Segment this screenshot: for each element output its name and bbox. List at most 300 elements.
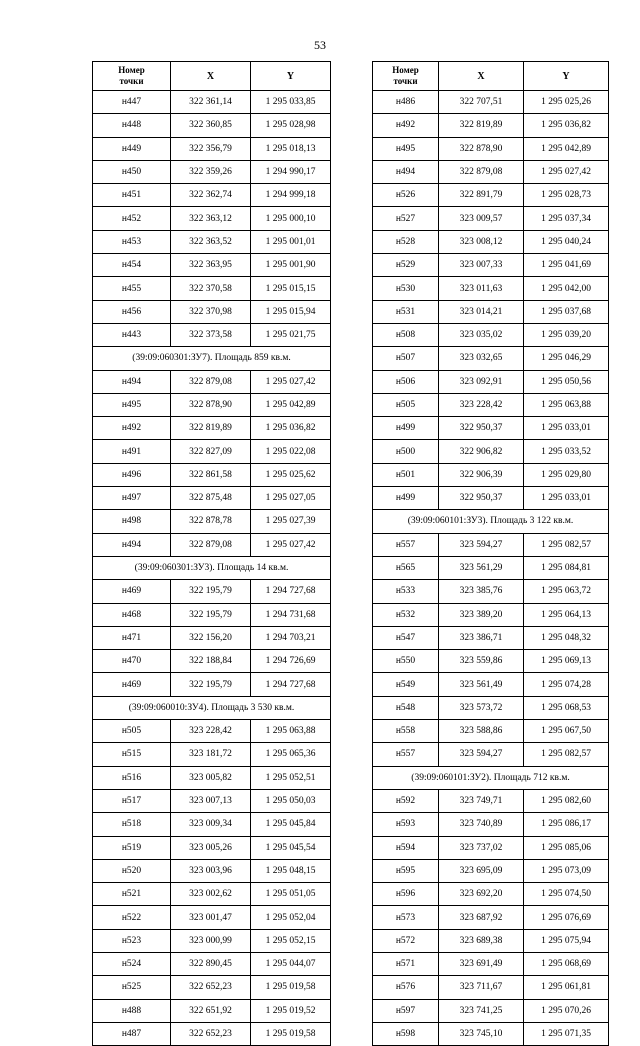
table-row	[93, 906, 331, 929]
y-coordinate-cell: 1 295 019,58	[251, 976, 331, 999]
x-coordinate-cell: 322 879,08	[171, 370, 251, 393]
x-coordinate-cell: 322 195,79	[171, 673, 251, 696]
point-number-cell: н469	[93, 580, 171, 603]
table-row	[93, 114, 331, 137]
point-number-cell: н449	[93, 137, 171, 160]
table-row	[93, 976, 331, 999]
point-number-cell: н468	[93, 603, 171, 626]
table-row	[373, 160, 609, 183]
x-coordinate-cell: 323 228,42	[439, 393, 524, 416]
x-coordinate-cell: 323 695,09	[439, 859, 524, 882]
table-row	[373, 626, 609, 649]
y-coordinate-cell: 1 295 074,50	[524, 883, 609, 906]
y-coordinate-cell: 1 295 001,90	[251, 254, 331, 277]
y-coordinate-cell: 1 295 033,01	[524, 487, 609, 510]
y-coordinate-cell: 1 295 027,42	[251, 370, 331, 393]
table-row	[373, 556, 609, 579]
point-number-cell: н520	[93, 859, 171, 882]
table-row	[93, 1022, 331, 1045]
point-number-cell: н531	[373, 300, 439, 323]
table-row	[93, 184, 331, 207]
x-coordinate-cell: 322 652,23	[171, 976, 251, 999]
x-coordinate-cell: 322 906,82	[439, 440, 524, 463]
table-row	[93, 160, 331, 183]
x-coordinate-cell: 322 950,37	[439, 417, 524, 440]
x-coordinate-cell: 322 356,79	[171, 137, 251, 160]
point-number-cell: н499	[373, 417, 439, 440]
point-number-cell: н547	[373, 626, 439, 649]
y-coordinate-cell: 1 295 039,20	[524, 323, 609, 346]
point-number-cell: н495	[93, 393, 171, 416]
y-coordinate-cell: 1 295 052,04	[251, 906, 331, 929]
point-number-cell: н573	[373, 906, 439, 929]
table-row	[373, 323, 609, 346]
point-number-cell: н565	[373, 556, 439, 579]
x-coordinate-cell: 323 561,29	[439, 556, 524, 579]
point-number-cell: н557	[373, 743, 439, 766]
table-row	[373, 440, 609, 463]
table-row	[93, 813, 331, 836]
point-number-cell: н492	[93, 417, 171, 440]
table-row	[373, 91, 609, 114]
y-coordinate-cell: 1 294 726,69	[251, 650, 331, 673]
y-coordinate-cell: 1 295 082,57	[524, 533, 609, 556]
table-row	[373, 230, 609, 253]
y-coordinate-cell: 1 295 068,53	[524, 696, 609, 719]
table-row	[93, 743, 331, 766]
point-number-cell: н517	[93, 789, 171, 812]
x-coordinate-cell: 323 692,20	[439, 883, 524, 906]
point-number-cell: н453	[93, 230, 171, 253]
y-coordinate-cell: 1 295 063,88	[251, 720, 331, 743]
x-coordinate-cell: 323 005,26	[171, 836, 251, 859]
table-row	[93, 417, 331, 440]
point-number-cell: н572	[373, 929, 439, 952]
point-number-cell: н597	[373, 999, 439, 1022]
y-coordinate-cell: 1 295 076,69	[524, 906, 609, 929]
table-row	[93, 650, 331, 673]
y-coordinate-cell: 1 295 041,69	[524, 254, 609, 277]
point-number-cell: н500	[373, 440, 439, 463]
table-row	[93, 580, 331, 603]
point-number-cell: н596	[373, 883, 439, 906]
x-coordinate-cell: 322 359,26	[171, 160, 251, 183]
table-row	[93, 393, 331, 416]
y-coordinate-cell: 1 295 042,00	[524, 277, 609, 300]
point-number-cell: н526	[373, 184, 439, 207]
table-row	[93, 137, 331, 160]
table-row	[373, 254, 609, 277]
coordinates-table-right	[372, 61, 609, 1046]
point-number-cell: н558	[373, 720, 439, 743]
table-row	[373, 137, 609, 160]
point-number-cell: н525	[93, 976, 171, 999]
point-number-cell: н492	[373, 114, 439, 137]
x-coordinate-cell: 323 002,62	[171, 883, 251, 906]
table-row	[373, 184, 609, 207]
point-number-cell: н505	[373, 393, 439, 416]
y-coordinate-cell: 1 295 046,29	[524, 347, 609, 370]
point-number-cell: н529	[373, 254, 439, 277]
x-coordinate-cell: 323 386,71	[439, 626, 524, 649]
x-coordinate-cell: 323 032,65	[439, 347, 524, 370]
section-row	[373, 510, 609, 533]
x-coordinate-cell: 322 651,92	[171, 999, 251, 1022]
y-coordinate-cell: 1 295 070,26	[524, 999, 609, 1022]
point-number-cell: н455	[93, 277, 171, 300]
y-coordinate-cell: 1 295 086,17	[524, 813, 609, 836]
table-row	[93, 323, 331, 346]
point-number-cell: н443	[93, 323, 171, 346]
table-row	[93, 859, 331, 882]
table-row	[373, 836, 609, 859]
y-coordinate-cell: 1 295 037,34	[524, 207, 609, 230]
table-row	[93, 230, 331, 253]
x-coordinate-cell: 323 740,89	[439, 813, 524, 836]
y-coordinate-cell: 1 295 063,88	[524, 393, 609, 416]
x-coordinate-cell: 322 363,52	[171, 230, 251, 253]
y-coordinate-cell: 1 295 000,10	[251, 207, 331, 230]
y-coordinate-cell: 1 295 029,80	[524, 463, 609, 486]
point-number-cell: н487	[93, 1022, 171, 1045]
section-row	[93, 556, 331, 579]
point-number-cell: н471	[93, 626, 171, 649]
x-coordinate-cell: 323 007,33	[439, 254, 524, 277]
y-coordinate-cell: 1 295 068,69	[524, 952, 609, 975]
point-number-cell: н447	[93, 91, 171, 114]
point-number-cell: н576	[373, 976, 439, 999]
y-coordinate-cell: 1 295 037,68	[524, 300, 609, 323]
y-coordinate-cell: 1 295 052,51	[251, 766, 331, 789]
x-coordinate-cell: 323 228,42	[171, 720, 251, 743]
y-coordinate-cell: 1 295 044,07	[251, 952, 331, 975]
x-coordinate-cell: 323 594,27	[439, 743, 524, 766]
y-coordinate-cell: 1 294 999,18	[251, 184, 331, 207]
y-coordinate-cell: 1 295 022,08	[251, 440, 331, 463]
y-coordinate-cell: 1 295 027,42	[251, 533, 331, 556]
y-coordinate-cell: 1 295 048,32	[524, 626, 609, 649]
table-row	[373, 673, 609, 696]
point-number-cell: н470	[93, 650, 171, 673]
y-coordinate-cell: 1 295 061,81	[524, 976, 609, 999]
x-coordinate-cell: 323 573,72	[439, 696, 524, 719]
point-number-cell: н491	[93, 440, 171, 463]
point-number-cell: н488	[93, 999, 171, 1022]
header-x: X	[439, 62, 524, 91]
x-coordinate-cell: 322 363,95	[171, 254, 251, 277]
table-row	[373, 347, 609, 370]
point-number-cell: н494	[93, 533, 171, 556]
table-row	[373, 650, 609, 673]
table-row	[373, 580, 609, 603]
table-row	[93, 91, 331, 114]
table-row	[93, 952, 331, 975]
x-coordinate-cell: 323 559,86	[439, 650, 524, 673]
point-number-cell: н507	[373, 347, 439, 370]
table-row	[93, 254, 331, 277]
header-x: X	[171, 62, 251, 91]
point-number-cell: н448	[93, 114, 171, 137]
x-coordinate-cell: 323 009,34	[171, 813, 251, 836]
table-row	[373, 1022, 609, 1045]
x-coordinate-cell: 322 373,58	[171, 323, 251, 346]
table-row	[373, 859, 609, 882]
x-coordinate-cell: 323 014,21	[439, 300, 524, 323]
table-row	[373, 952, 609, 975]
point-number-cell: н494	[373, 160, 439, 183]
x-coordinate-cell: 322 891,79	[439, 184, 524, 207]
y-coordinate-cell: 1 295 065,36	[251, 743, 331, 766]
table-row	[373, 696, 609, 719]
x-coordinate-cell: 322 819,89	[439, 114, 524, 137]
x-coordinate-cell: 322 878,90	[171, 393, 251, 416]
point-number-cell: н508	[373, 323, 439, 346]
x-coordinate-cell: 322 363,12	[171, 207, 251, 230]
x-coordinate-cell: 323 691,49	[439, 952, 524, 975]
y-coordinate-cell: 1 295 042,89	[524, 137, 609, 160]
point-number-cell: н530	[373, 277, 439, 300]
point-number-cell: н456	[93, 300, 171, 323]
y-coordinate-cell: 1 295 069,13	[524, 650, 609, 673]
y-coordinate-cell: 1 295 045,54	[251, 836, 331, 859]
point-number-cell: н522	[93, 906, 171, 929]
point-number-cell: н519	[93, 836, 171, 859]
y-coordinate-cell: 1 295 042,89	[251, 393, 331, 416]
table-row	[93, 510, 331, 533]
table-row	[373, 789, 609, 812]
x-coordinate-cell: 322 950,37	[439, 487, 524, 510]
y-coordinate-cell: 1 295 075,94	[524, 929, 609, 952]
y-coordinate-cell: 1 295 045,84	[251, 813, 331, 836]
point-number-cell: н497	[93, 487, 171, 510]
point-number-cell: н548	[373, 696, 439, 719]
x-coordinate-cell: 323 007,13	[171, 789, 251, 812]
x-coordinate-cell: 323 711,67	[439, 976, 524, 999]
coordinates-table-left	[92, 61, 331, 1046]
point-number-cell: н506	[373, 370, 439, 393]
x-coordinate-cell: 323 035,02	[439, 323, 524, 346]
y-coordinate-cell: 1 295 084,81	[524, 556, 609, 579]
header-point-number: Номер точки	[373, 62, 439, 91]
x-coordinate-cell: 323 594,27	[439, 533, 524, 556]
x-coordinate-cell: 323 749,71	[439, 789, 524, 812]
y-coordinate-cell: 1 295 073,09	[524, 859, 609, 882]
table-row	[93, 626, 331, 649]
point-number-cell: н528	[373, 230, 439, 253]
table-row	[373, 813, 609, 836]
point-number-cell: н593	[373, 813, 439, 836]
table-row	[93, 929, 331, 952]
point-number-cell: н516	[93, 766, 171, 789]
point-number-cell: н486	[373, 91, 439, 114]
x-coordinate-cell: 322 879,08	[171, 533, 251, 556]
header-y: Y	[524, 62, 609, 91]
section-title: (39:09:060101:ЗУ3). Площадь 3 122 кв.м.	[373, 510, 609, 533]
y-coordinate-cell: 1 295 025,26	[524, 91, 609, 114]
y-coordinate-cell: 1 295 033,85	[251, 91, 331, 114]
x-coordinate-cell: 323 011,63	[439, 277, 524, 300]
point-number-cell: н595	[373, 859, 439, 882]
table-row	[373, 720, 609, 743]
y-coordinate-cell: 1 295 001,01	[251, 230, 331, 253]
x-coordinate-cell: 322 707,51	[439, 91, 524, 114]
point-number-cell: н527	[373, 207, 439, 230]
x-coordinate-cell: 323 003,96	[171, 859, 251, 882]
y-coordinate-cell: 1 295 019,52	[251, 999, 331, 1022]
x-coordinate-cell: 322 890,45	[171, 952, 251, 975]
table-header-row	[373, 62, 609, 91]
header-y: Y	[251, 62, 331, 91]
section-title: (39:09:060101:ЗУ2). Площадь 712 кв.м.	[373, 766, 609, 789]
page-number: 53	[314, 38, 326, 52]
x-coordinate-cell: 322 195,79	[171, 603, 251, 626]
table-row	[373, 487, 609, 510]
point-number-cell: н598	[373, 1022, 439, 1045]
table-row	[93, 836, 331, 859]
table-row	[373, 906, 609, 929]
x-coordinate-cell: 322 195,79	[171, 580, 251, 603]
y-coordinate-cell: 1 295 036,82	[524, 114, 609, 137]
table-row	[373, 300, 609, 323]
section-row	[93, 696, 331, 719]
point-number-cell: н496	[93, 463, 171, 486]
y-coordinate-cell: 1 295 071,35	[524, 1022, 609, 1045]
table-row	[93, 883, 331, 906]
x-coordinate-cell: 323 737,02	[439, 836, 524, 859]
x-coordinate-cell: 322 906,39	[439, 463, 524, 486]
y-coordinate-cell: 1 295 082,57	[524, 743, 609, 766]
y-coordinate-cell: 1 295 028,98	[251, 114, 331, 137]
y-coordinate-cell: 1 294 731,68	[251, 603, 331, 626]
x-coordinate-cell: 322 370,58	[171, 277, 251, 300]
y-coordinate-cell: 1 295 074,28	[524, 673, 609, 696]
table-row	[93, 789, 331, 812]
x-coordinate-cell: 323 687,92	[439, 906, 524, 929]
point-number-cell: н494	[93, 370, 171, 393]
y-coordinate-cell: 1 295 050,03	[251, 789, 331, 812]
table-row	[93, 463, 331, 486]
table-row	[93, 720, 331, 743]
y-coordinate-cell: 1 295 082,60	[524, 789, 609, 812]
point-number-cell: н524	[93, 952, 171, 975]
x-coordinate-cell: 323 008,12	[439, 230, 524, 253]
table-row	[373, 533, 609, 556]
y-coordinate-cell: 1 295 033,01	[524, 417, 609, 440]
y-coordinate-cell: 1 295 064,13	[524, 603, 609, 626]
table-row	[93, 277, 331, 300]
x-coordinate-cell: 322 156,20	[171, 626, 251, 649]
y-coordinate-cell: 1 295 040,24	[524, 230, 609, 253]
point-number-cell: н450	[93, 160, 171, 183]
table-row	[93, 207, 331, 230]
x-coordinate-cell: 322 861,58	[171, 463, 251, 486]
point-number-cell: н499	[373, 487, 439, 510]
point-number-cell: н521	[93, 883, 171, 906]
x-coordinate-cell: 323 000,99	[171, 929, 251, 952]
y-coordinate-cell: 1 295 048,15	[251, 859, 331, 882]
table-row	[373, 743, 609, 766]
table-row	[93, 300, 331, 323]
y-coordinate-cell: 1 295 067,50	[524, 720, 609, 743]
x-coordinate-cell: 322 879,08	[439, 160, 524, 183]
table-row	[93, 533, 331, 556]
y-coordinate-cell: 1 295 021,75	[251, 323, 331, 346]
point-number-cell: н515	[93, 743, 171, 766]
y-coordinate-cell: 1 295 050,56	[524, 370, 609, 393]
point-number-cell: н557	[373, 533, 439, 556]
x-coordinate-cell: 323 001,47	[171, 906, 251, 929]
point-number-cell: н518	[93, 813, 171, 836]
x-coordinate-cell: 322 360,85	[171, 114, 251, 137]
table-row	[373, 999, 609, 1022]
table-header-row	[93, 62, 331, 91]
table-row	[93, 766, 331, 789]
x-coordinate-cell: 322 361,14	[171, 91, 251, 114]
x-coordinate-cell: 322 875,48	[171, 487, 251, 510]
y-coordinate-cell: 1 294 990,17	[251, 160, 331, 183]
table-row	[373, 929, 609, 952]
y-coordinate-cell: 1 294 727,68	[251, 580, 331, 603]
point-number-cell: н549	[373, 673, 439, 696]
table-row	[93, 370, 331, 393]
x-coordinate-cell: 323 389,20	[439, 603, 524, 626]
table-row	[373, 277, 609, 300]
x-coordinate-cell: 323 385,76	[439, 580, 524, 603]
section-row	[373, 766, 609, 789]
point-number-cell: н592	[373, 789, 439, 812]
y-coordinate-cell: 1 295 025,62	[251, 463, 331, 486]
y-coordinate-cell: 1 295 018,13	[251, 137, 331, 160]
x-coordinate-cell: 322 878,78	[171, 510, 251, 533]
x-coordinate-cell: 323 005,82	[171, 766, 251, 789]
point-number-cell: н550	[373, 650, 439, 673]
y-coordinate-cell: 1 295 015,15	[251, 277, 331, 300]
table-row	[93, 440, 331, 463]
section-title: (39:09:060010:ЗУ4). Площадь 3 530 кв.м.	[93, 696, 331, 719]
table-row	[373, 603, 609, 626]
y-coordinate-cell: 1 295 033,52	[524, 440, 609, 463]
point-number-cell: н495	[373, 137, 439, 160]
section-title: (39:09:060301:ЗУ3). Площадь 14 кв.м.	[93, 556, 331, 579]
y-coordinate-cell: 1 295 063,72	[524, 580, 609, 603]
y-coordinate-cell: 1 294 727,68	[251, 673, 331, 696]
table-row	[373, 463, 609, 486]
x-coordinate-cell: 322 362,74	[171, 184, 251, 207]
x-coordinate-cell: 322 827,09	[171, 440, 251, 463]
section-row	[93, 347, 331, 370]
point-number-cell: н533	[373, 580, 439, 603]
table-row	[93, 999, 331, 1022]
point-number-cell: н594	[373, 836, 439, 859]
point-number-cell: н469	[93, 673, 171, 696]
x-coordinate-cell: 322 819,89	[171, 417, 251, 440]
point-number-cell: н498	[93, 510, 171, 533]
y-coordinate-cell: 1 294 703,21	[251, 626, 331, 649]
table-row	[373, 370, 609, 393]
x-coordinate-cell: 323 009,57	[439, 207, 524, 230]
point-number-cell: н454	[93, 254, 171, 277]
x-coordinate-cell: 322 878,90	[439, 137, 524, 160]
y-coordinate-cell: 1 295 027,39	[251, 510, 331, 533]
y-coordinate-cell: 1 295 019,58	[251, 1022, 331, 1045]
table-row	[93, 603, 331, 626]
x-coordinate-cell: 323 092,91	[439, 370, 524, 393]
table-row	[373, 114, 609, 137]
table-row	[93, 673, 331, 696]
x-coordinate-cell: 322 652,23	[171, 1022, 251, 1045]
point-number-cell: н505	[93, 720, 171, 743]
x-coordinate-cell: 323 181,72	[171, 743, 251, 766]
